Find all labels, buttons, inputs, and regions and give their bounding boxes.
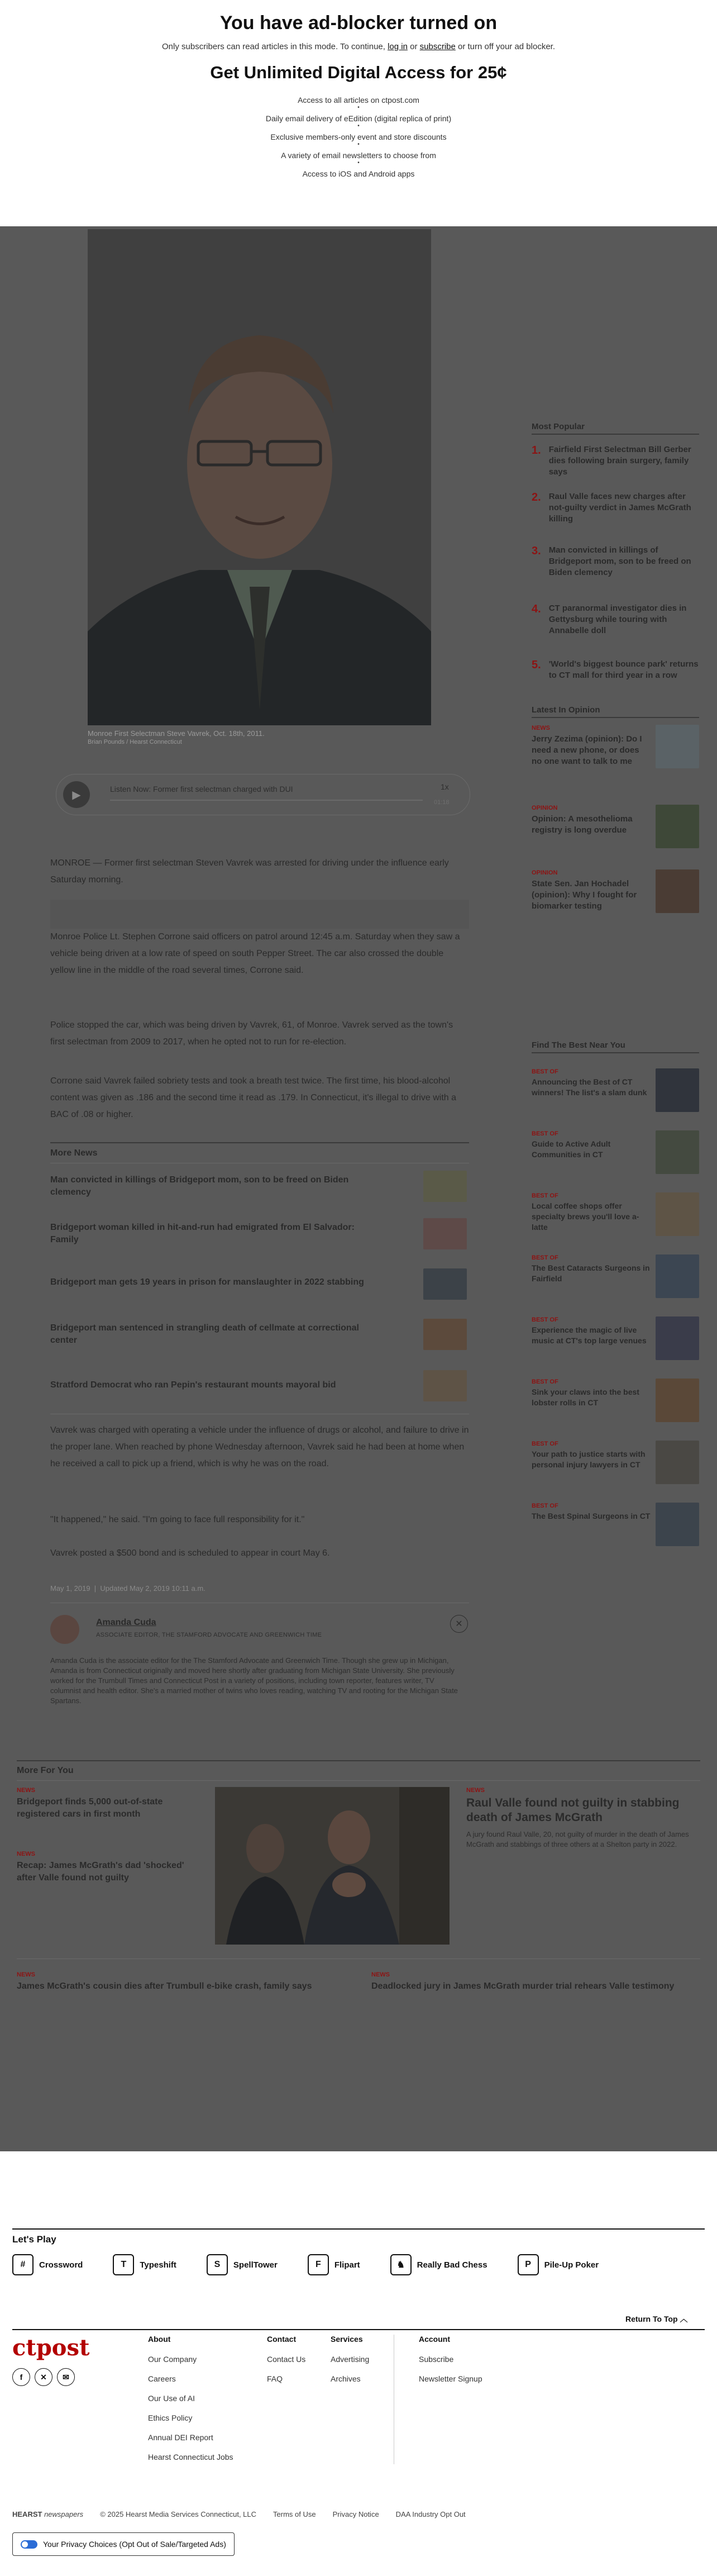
email-icon[interactable]: ✉ [57,2368,75,2386]
best-link[interactable]: The Best Spinal Surgeons in CT [532,1512,651,1520]
best-item[interactable] [532,1068,699,1113]
x-icon[interactable]: ✕ [35,2368,52,2386]
more-news-item[interactable] [50,1268,469,1302]
more-news-thumb [423,1319,467,1350]
article-dates: May 1, 2019 | Updated May 2, 2019 10:11 a.m. [50,1584,205,1593]
best-link[interactable]: The Best Cataracts Surgeons in Fairfield [532,1263,650,1283]
footer-services [331,2335,369,2394]
opinion-tag: OPINION [532,869,558,876]
best-thumb [656,1068,699,1112]
adblock-message-or: or [407,42,420,51]
benefit-item: Access to iOS and Android apps [302,169,415,178]
best-tag: BEST OF [532,1130,558,1137]
game-label: Flipart [334,2260,360,2270]
game-pile-up-poker[interactable] [518,2252,599,2278]
article-paragraph: Monroe Police Lt. Stephen Corrone said officers on patrol around 12:45 a.m. Saturday when they saw a vehicle being driven at a low rate of speed on south Pepper Street. The car also crossed the double yellow line in the middle of the road several times, Corrone said. [50,932,460,975]
best-thumb [656,1130,699,1174]
opinion-link[interactable]: State Sen. Jan Hochadel (opinion): Why I fought for biomarker testing [532,879,637,911]
crossword-icon: # [12,2254,34,2275]
more-for-you-item[interactable] [17,1851,201,1884]
opinion-thumb [656,805,699,848]
footer-link[interactable]: Contact Us [267,2355,306,2364]
more-for-you-item[interactable] [371,1971,684,1993]
popular-link[interactable]: Fairfield First Selectman Bill Gerber dies following brain surgery, family says [548,445,691,477]
offer-title: Get Unlimited Digital Access for 25¢ [210,63,507,82]
popular-link[interactable]: Man convicted in killings of Bridgeport mom, son to be freed on Biden clemency [548,545,691,577]
game-crossword[interactable] [12,2252,83,2278]
popular-item[interactable] [532,545,699,603]
divider [17,1760,700,1761]
more-news-item[interactable] [50,1218,469,1252]
footer-link[interactable]: FAQ [267,2374,283,2383]
return-to-top[interactable] [625,2313,687,2325]
play-icon[interactable]: ▶ [63,781,90,808]
best-tag: BEST OF [532,1068,558,1075]
benefit-item: Daily email delivery of eEdition (digital replica of print) • [265,114,452,129]
adblock-message-text: Only subscribers can read articles in this mode. To continue, [162,42,388,51]
more-news-thumb [423,1370,467,1401]
divider [12,2329,705,2330]
ad-slot [50,900,469,929]
login-link[interactable]: log in [388,42,408,51]
popular-rank: 4. [532,603,541,615]
game-typeshift[interactable] [113,2252,176,2278]
more-news-title: More News [50,1148,98,1158]
opinion-item[interactable] [532,725,699,772]
audio-progress[interactable] [110,800,423,801]
courtroom-illustration [215,1787,450,1945]
more-news-link[interactable]: Stratford Democrat who ran Pepin's restaurant mounts mayoral bid [50,1380,336,1390]
divider [12,2228,705,2230]
story-tag: NEWS [17,1971,35,1978]
spelltower-icon: S [207,2254,228,2275]
story-link[interactable]: Bridgeport finds 5,000 out-of-state registered cars in first month [17,1797,163,1819]
best-link[interactable]: Your path to justice starts with personal injury lawyers in CT [532,1449,646,1469]
popular-link[interactable]: 'World's biggest bounce park' returns to CT mall for third year in a row [548,659,699,680]
footer-account [419,2335,482,2394]
audio-label: Listen Now: [110,785,151,793]
audio-time: 01:18 [434,799,450,806]
subscribe-link[interactable]: subscribe [419,42,456,51]
game-really-bad-chess[interactable] [390,2252,487,2278]
article-paragraph: Vavrek posted a $500 bond and is scheduled to appear in court May 6. [50,1548,330,1558]
story-link[interactable]: Deadlocked jury in James McGrath murder trial rehears Valle testimony [371,1981,675,1991]
best-thumb [656,1379,699,1422]
popular-link[interactable]: Raul Valle faces new charges after not-guilty verdict in James McGrath killing [548,492,691,524]
adblock-message [0,42,717,51]
best-link[interactable]: Announcing the Best of CT winners! The list's a slam dunk [532,1077,647,1097]
game-flipart[interactable] [308,2252,360,2278]
flipart-icon: F [308,2254,329,2275]
updated-date: Updated May 2, 2019 10:11 a.m. [100,1584,205,1593]
return-to-top-label: Return To Top [625,2314,678,2323]
best-thumb [656,1503,699,1546]
adblock-banner [0,0,717,226]
x-social-icon[interactable]: ✕ [450,1615,468,1633]
chess-icon: ♞ [390,2254,412,2275]
game-label: Typeshift [140,2260,176,2270]
popular-item[interactable] [532,444,699,491]
opinion-tag: OPINION [532,805,558,811]
feature-story[interactable] [466,1787,695,1850]
audio-player [56,774,470,815]
feature-photo [215,1787,450,1945]
game-label: Really Bad Chess [417,2260,487,2270]
story-tag: NEWS [371,1971,390,1978]
audio-title: Former first selectman charged with DUI [153,785,293,793]
more-news-link[interactable]: Bridgeport man gets 19 years in prison for manslaughter in 2022 stabbing [50,1277,364,1287]
popular-rank: 5. [532,659,541,671]
game-label: SpellTower [233,2260,278,2270]
author-title: ASSOCIATE EDITOR, THE STAMFORD ADVOCATE AND GREENWICH TIME [96,1632,322,1638]
footer-heading: Services [331,2335,363,2344]
footer-link[interactable]: Ethics Policy [148,2413,193,2422]
best-tag: BEST OF [532,1503,558,1509]
article-paragraph: Police stopped the car, which was being driven by Vavrek, 61, of Monroe. Vavrek served as the town's first selectman from 2009 to 2017, when he opted not to run for re-election. [50,1020,453,1047]
more-news-link[interactable]: Bridgeport woman killed in hit-and-run had emigrated from El Salvador: Family [50,1223,355,1244]
games-section [0,2151,717,2257]
story-dek: A jury found Raul Valle, 20, not guilty of murder in the death of James McGrath and stabbings of three others at a Shelton party in 2022. [466,1830,689,1848]
benefit-item: Access to all articles on ctpost.com • [298,96,419,111]
game-label: Crossword [39,2260,83,2270]
story-tag: NEWS [17,1787,35,1794]
story-tag: NEWS [17,1851,35,1857]
privacy-choices-button[interactable] [12,2532,235,2556]
privacy-link[interactable]: Privacy Notice [332,2510,379,2518]
best-item[interactable] [532,1379,699,1423]
opinion-link[interactable]: Opinion: A mesothelioma registry is long overdue [532,814,633,835]
adblock-message-end: or turn off your ad blocker. [455,42,555,51]
divider [50,1142,469,1143]
article-paragraph: Vavrek was charged with operating a vehicle under the influence of drugs or alcohol, and failure to drive in the proper lane. When reached by phone Wednesday afternoon, Vavrek said he had been at home when he received a call to pick up a friend, which is why he was on the road. [50,1425,469,1468]
social-links [12,2368,75,2386]
best-tag: BEST OF [532,1254,558,1261]
terms-link[interactable]: Terms of Use [273,2510,316,2518]
chevron-up-icon: ︿ [680,2314,688,2323]
latest-opinion-title: Latest In Opinion [532,705,600,715]
article-paragraph: Corrone said Vavrek failed sobriety tests and took a breath test twice. The first time, his blood-alcohol content was given as .186 and the second time it read as .179. In Connecticut, it's illegal to drive with a BAC of .08 or higher. [50,1076,457,1119]
best-link[interactable]: Experience the magic of live music at CT's top large venues [532,1325,647,1345]
best-item[interactable] [532,1441,699,1485]
more-news-thumb [423,1218,467,1249]
more-news-item[interactable] [50,1370,469,1404]
opinion-item[interactable] [532,869,699,925]
footer-link[interactable]: Our Company [148,2355,197,2364]
story-tag: NEWS [466,1787,485,1794]
privacy-choices-label: Your Privacy Choices (Opt Out of Sale/Targeted Ads) [43,2540,226,2549]
footer-legal [12,2510,466,2518]
typeshift-icon: T [113,2254,134,2275]
opinion-link[interactable]: Jerry Zezima (opinion): Do I need a new phone, or does no one want to talk to me [532,734,642,766]
story-link[interactable]: James McGrath's cousin dies after Trumbull e-bike crash, family says [17,1981,312,1991]
most-popular-title: Most Popular [532,422,585,431]
best-thumb [656,1316,699,1360]
author-avatar [50,1615,79,1644]
opinion-thumb [656,869,699,913]
best-thumb [656,1441,699,1484]
divider [532,434,699,435]
footer-heading: About [148,2335,171,2344]
footer-link[interactable]: Newsletter Signup [419,2374,482,2383]
best-item[interactable] [532,1192,699,1237]
more-news-thumb [423,1171,467,1202]
footer-contact [267,2335,305,2394]
more-news-link[interactable]: Man convicted in killings of Bridgeport mom, son to be freed on Biden clemency [50,1175,349,1197]
footer-link[interactable]: Hearst Connecticut Jobs [148,2453,233,2461]
best-tag: BEST OF [532,1379,558,1385]
article-paragraph: MONROE — Former first selectman Steven Vavrek was arrested for driving under the influence early Saturday morning. [50,858,449,885]
ctpost-logo[interactable]: ctpost [12,2335,90,2361]
opinion-tag: NEWS [532,725,550,731]
popular-rank: 3. [532,545,541,557]
divider [532,1052,699,1053]
story-link[interactable]: Recap: James McGrath's dad 'shocked' after Valle found not guilty [17,1861,184,1883]
popular-item[interactable] [532,491,699,545]
footer-heading: Account [419,2335,450,2344]
best-thumb [656,1254,699,1298]
poker-icon: P [518,2254,539,2275]
footer-link[interactable]: Archives [331,2374,361,2383]
more-for-you-item[interactable] [17,1787,201,1821]
more-news-item[interactable] [50,1319,469,1352]
benefit-item: A variety of email newsletters to choose from • [281,151,436,166]
publish-date: May 1, 2019 [50,1584,90,1593]
popular-link[interactable]: CT paranormal investigator dies in Gettysburg while touring with Annabelle doll [548,603,687,635]
footer-link[interactable]: Annual DEI Report [148,2433,213,2442]
story-link[interactable]: Raul Valle found not guilty in stabbing death of James McGrath [466,1796,680,1824]
most-popular-list [532,444,699,709]
opinion-item[interactable] [532,805,699,852]
game-label: Pile-Up Poker [544,2260,599,2270]
best-link[interactable]: Guide to Active Adult Communities in CT [532,1139,611,1159]
more-news-link[interactable]: Bridgeport man sentenced in strangling death of cellmate at correctional center [50,1323,359,1345]
hearst-logo: HEARST newspapers [12,2510,84,2518]
game-spelltower[interactable] [207,2252,278,2278]
author-bio: Amanda Cuda is the associate editor for the The Stamford Advocate and Greenwich Time. Though she grew up in Michigan, Amanda is from Connecticut originally and moved here shortly after graduating from Michigan State University. She previously worked for the Trumbull Times and Connecticut Post in a variety of positions, including town reporter, features writer, TV columnist and health editor. She's a married mother of twins who loves reading, watching TV and rooting for the Michigan State Spartans. [50,1656,458,1705]
article-photo [88,229,431,725]
more-for-you-title: More For You [17,1766,74,1775]
best-tag: BEST OF [532,1316,558,1323]
popular-item[interactable] [532,659,699,709]
best-item[interactable] [532,1503,699,1547]
games-list [12,2252,705,2278]
portrait-illustration [88,229,431,725]
benefit-item: Exclusive members-only event and store discounts • [270,132,447,148]
best-tag: BEST OF [532,1192,558,1199]
divider [17,1780,700,1781]
photo-credit: Brian Pounds / Hearst Connecticut [88,739,182,745]
find-best-title: Find The Best Near You [532,1040,625,1050]
best-thumb [656,1192,699,1236]
adblock-title: You have ad-blocker turned on [219,12,498,34]
more-for-you-item[interactable] [17,1971,352,1993]
footer-link[interactable]: Advertising [331,2355,370,2364]
photo-caption: Monroe First Selectman Steve Vavrek, Oct. 18th, 2011. [88,729,265,738]
best-item[interactable] [532,1316,699,1361]
copyright-text: © 2025 Hearst Media Services Connecticut, LLC [100,2510,257,2518]
footer-link[interactable]: Careers [148,2374,176,2383]
more-news-item[interactable] [50,1171,469,1204]
audio-speed[interactable]: 1x [441,782,449,791]
author-name[interactable]: Amanda Cuda [96,1618,156,1627]
facebook-icon[interactable]: f [12,2368,30,2386]
popular-rank: 2. [532,491,541,503]
best-item[interactable] [532,1254,699,1299]
footer-heading: Contact [267,2335,297,2344]
footer-link[interactable]: Subscribe [419,2355,454,2364]
best-item[interactable] [532,1130,699,1175]
footer-about [148,2335,233,2472]
privacy-toggle-icon [21,2540,37,2549]
footer-link[interactable]: Our Use of AI [148,2394,195,2403]
best-link[interactable]: Sink your claws into the best lobster rolls in CT [532,1387,639,1407]
more-news-thumb [423,1268,467,1300]
best-link[interactable]: Local coffee shops offer specialty brews you'll love a-latte [532,1201,639,1232]
daa-link[interactable]: DAA Industry Opt Out [395,2510,466,2518]
benefits-list [0,95,717,187]
games-title: Let's Play [12,2234,56,2245]
popular-item[interactable] [532,603,699,659]
opinion-thumb [656,725,699,768]
popular-rank: 1. [532,444,541,457]
best-tag: BEST OF [532,1441,558,1447]
divider [532,717,699,718]
article-paragraph: "It happened," he said. "I'm going to face full responsibility for it." [50,1515,305,1524]
audio-label-row [110,785,293,793]
